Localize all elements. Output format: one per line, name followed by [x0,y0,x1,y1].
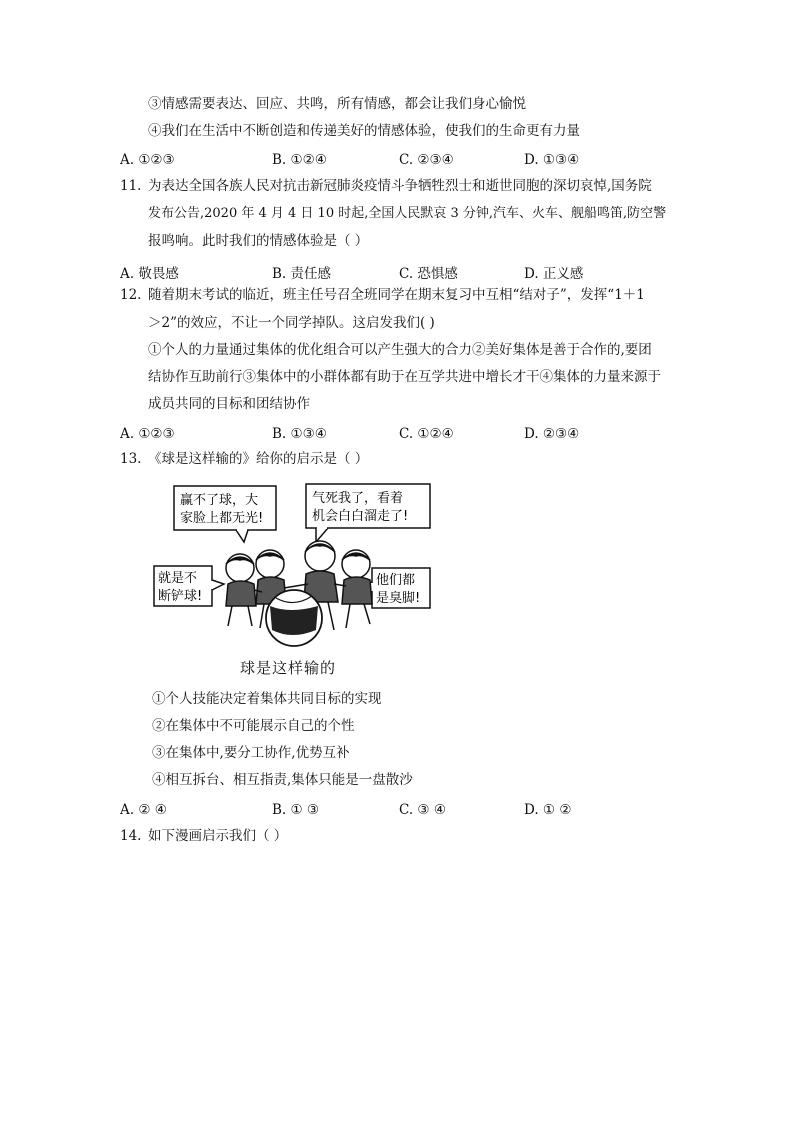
q10-option-d[interactable]: D. ①③④ [524,152,580,168]
q11-line-3: 报鸣响。此时我们的情感体验是（ ） [148,233,369,249]
q13-stem: 《球是这样输的》给你的启示是（ ） [148,451,369,467]
q11-option-b[interactable]: B. 责任感 [272,266,332,282]
q10-options [120,152,660,168]
q13-option-b[interactable]: B. ① ③ [272,802,319,818]
q12-options [120,426,660,442]
bubble-left-line-2: 断铲球! [158,589,203,604]
soccer-ball-icon [266,590,322,646]
q12-line-4: 结协作互助前行③集体中的小群体都有助于在互学共进中增长才干④集体的力量来源于 [148,369,661,385]
speech-bubble-top-left [174,486,276,542]
q10-option-c[interactable]: C. ②③④ [399,152,454,168]
cartoon-caption: 球是这样输的 [240,659,337,677]
q13-option-d[interactable]: D. ① ② [524,802,572,818]
q12-number: 12. [120,287,142,303]
bubble-top-left-line-1: 赢不了球，大 [180,493,259,508]
q10-item-4: ④我们在生活中不断创造和传递美好的情感体验，使我们的生命更有力量 [148,123,580,139]
q12-option-b[interactable]: B. ①③④ [272,426,327,442]
q13-item-2: ②在集体中不可能展示自己的个性 [152,718,355,734]
q12-option-d[interactable]: D. ②③④ [524,426,580,442]
q11-option-c[interactable]: C. 恐惧感 [399,266,458,282]
q14-number: 14. [120,828,142,844]
bubble-left-line-1: 就是不 [158,571,198,586]
q13-option-c[interactable]: C. ③ ④ [399,802,446,818]
q13-item-4: ④相互拆台、相互指责,集体只能是一盘散沙 [152,772,413,788]
q11-options [120,262,660,282]
q11-option-a[interactable]: A. 敬畏感 [120,266,179,282]
speech-bubble-left [154,566,224,606]
q11-line-1: 为表达全国各族人民对抗击新冠肺炎疫情斗争牺牲烈士和逝世同胞的深切哀悼,国务院 [148,178,652,194]
q11-option-d[interactable]: D. 正义感 [524,266,584,282]
q11-number: 11. [120,178,142,194]
q10-item-3: ③情感需要表达、回应、共鸣，所有情感，都会让我们身心愉悦 [148,96,526,112]
q12-option-c[interactable]: C. ①②④ [399,426,454,442]
q12-option-a[interactable]: A. ①②③ [120,426,175,442]
q13-option-a[interactable]: A. ② ④ [120,802,167,818]
q13-item-3: ③在集体中,要分工协作,优势互补 [152,745,350,761]
bubble-top-right-line-1: 气死我了，看着 [312,491,404,506]
q12-line-1: 随着期末考试的临近，班主任号召全班同学在期末复习中互相“结对子”，发挥“1＋1 [148,287,645,303]
q13-item-1: ①个人技能决定着集体共同目标的实现 [152,691,382,707]
q12-line-5: 成员共同的目标和团结协作 [148,396,310,412]
q13-number: 13. [120,451,142,467]
q11-line-2: 发布公告,2020 年 4 月 4 日 10 时起,全国人民默哀 3 分钟,汽车、火车、舰船鸣笛,防空警 [148,206,667,221]
q14-stem: 如下漫画启示我们（ ） [148,828,288,844]
bubble-top-right-line-2: 机会白白溜走了! [312,509,409,524]
speech-bubble-top-right [306,484,430,542]
q13-options [120,802,660,818]
bubble-right-line-1: 他们都 [376,573,416,588]
q10-option-a[interactable]: A. ①②③ [120,152,175,168]
bubble-right-line-2: 是臭脚! [376,591,421,606]
q12-line-3: ①个人的力量通过集体的优化组合可以产生强大的合力②美好集体是善于合作的,要团 [148,342,652,358]
q12-line-2: ＞2”的效应，不让一个同学掉队。这启发我们( ) [148,315,435,331]
bubble-top-left-line-2: 家脸上都无光! [180,511,264,526]
q10-option-b[interactable]: B. ①②④ [272,152,327,168]
cartoon-illustration [158,480,446,650]
